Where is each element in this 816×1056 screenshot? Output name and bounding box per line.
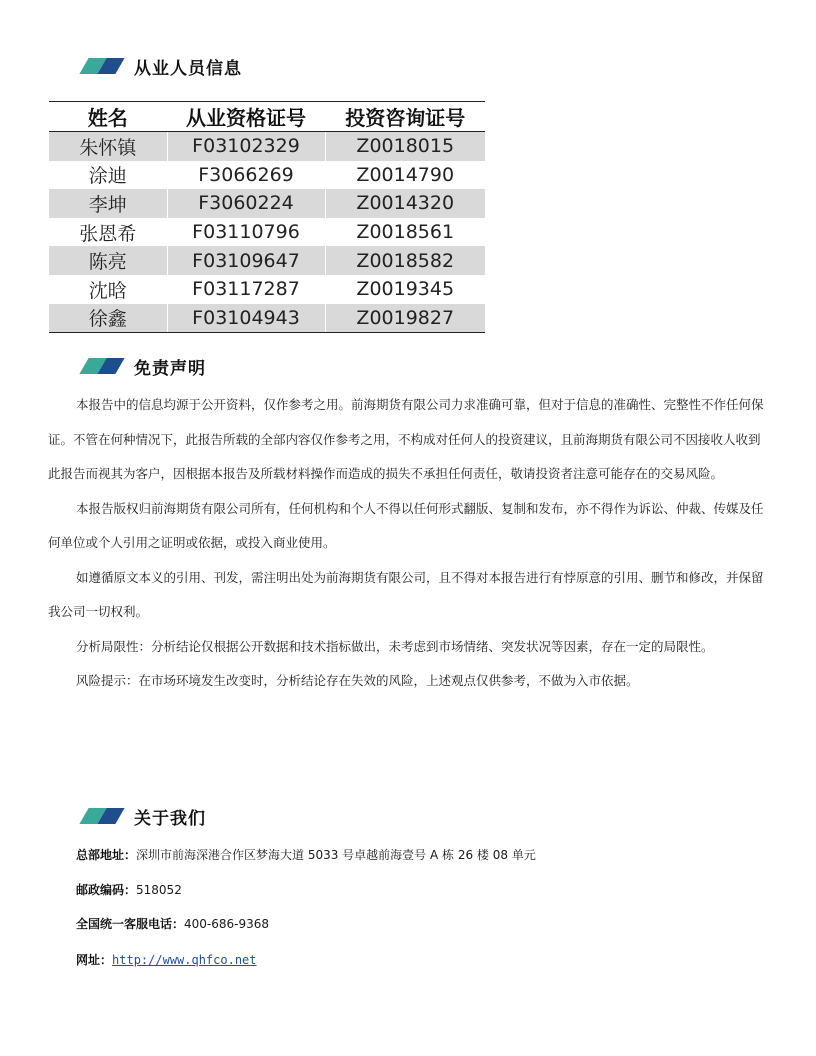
cell-name: 涂迪 [88,165,127,188]
cell-name: 李坤 [49,189,167,218]
cell-consulting: Z0019345 [325,275,485,304]
contact-website [76,951,776,968]
about-section-header [80,804,206,828]
postcode-label: 邮政编码： [76,883,137,897]
table-row [49,161,485,190]
disclaimer-paragraph: 分析局限性：分析结论仅根据公开数据和技术指标做出，未考虑到市场情绪、突发状况等因素，存在一定的局限性。 [76,638,714,654]
cell-qualification: F03104943 [167,304,325,333]
disclaimer-paragraph: 如遵循原文本义的引用、刊发，需注明出处为前海期货有限公司，且不得对本报告进行有悖原意的引用、删节和修改，并保留我公司一切权利。 [48,569,764,619]
cell-qualification: F03117287 [167,275,325,304]
contact-address [76,846,776,863]
disclaimer-paragraph: 风险提示：在市场环境发生改变时，分析结论存在失效的风险，上述观点仅供参考，不做为入市依据。 [76,673,639,688]
disclaimer-paragraph: 本报告版权归前海期货有限公司所有，任何机构和个人不得以任何形式翻版、复制和发布，亦不得作为诉讼、仲裁、传媒及任何单位或个人引用之证明或依据，或投入商业使用。 [48,500,764,550]
table-row [49,132,485,161]
column-header-consulting: 投资咨询证号 [325,102,485,132]
address-value: 深圳市前海深港合作区梦海大道 5033 号卓越前海壹号 A 栋 26 楼 08 单元 [136,848,536,862]
website-link[interactable]: http://www.qhfco.net [112,953,257,967]
table-row [49,218,485,247]
cell-qualification: F3066269 [167,161,325,190]
staff-section-title: 从业人员信息 [134,58,242,79]
table-row [49,275,485,304]
column-header-qualification: 从业资格证号 [167,102,325,132]
disclaimer-body [48,388,770,699]
cell-consulting: Z0018561 [325,218,485,247]
cell-consulting: Z0018015 [325,132,485,161]
column-header-name: 姓名 [49,102,167,132]
cell-name: 沈晗 [88,279,127,302]
cell-name: 徐鑫 [49,304,167,333]
staff-section-header [80,54,242,78]
section-bars-icon [80,358,124,374]
staff-table [49,101,485,333]
cell-qualification: F03110796 [167,218,325,247]
cell-qualification: F03109647 [167,246,325,275]
cell-name: 朱怀镇 [49,132,167,161]
contact-hotline [76,915,776,932]
postcode-value: 518052 [136,883,182,897]
cell-qualification: F03102329 [167,132,325,161]
cell-name: 张恩希 [79,222,137,245]
cell-name: 陈亮 [49,246,167,275]
about-section-title: 关于我们 [134,808,206,829]
cell-consulting: Z0018582 [325,246,485,275]
table-row [49,304,485,333]
disclaimer-section-header [80,354,206,378]
hotline-value: 400-686-9368 [184,917,270,931]
cell-qualification: F3060224 [167,189,325,218]
hotline-label: 全国统一客服电话： [76,917,185,931]
table-header-row [49,102,485,132]
disclaimer-section-title: 免责声明 [134,358,206,379]
table-row [49,246,485,275]
contact-postcode [76,881,776,898]
website-label: 网址： [76,953,113,967]
table-row [49,189,485,218]
address-label: 总部地址： [76,848,137,862]
section-bars-icon [80,808,124,824]
cell-consulting: Z0014320 [325,189,485,218]
disclaimer-paragraph: 本报告中的信息均源于公开资料，仅作参考之用。前海期货有限公司力求准确可靠，但对于信息的准确性、完整性不作任何保证。不管在何种情况下，此报告所载的全部内容仅作参考之用，不构成对任何人的投资建议，且前海期货有限公司不因接收人收到此报告而视其为客户，因根据本报告及所载材料操作而造成的损失不承担任何责任，敬请投资者注意可能存在的交易风险。 [48,397,764,481]
section-bars-icon [80,58,124,74]
cell-consulting: Z0014790 [325,161,485,190]
cell-consulting: Z0019827 [325,304,485,333]
